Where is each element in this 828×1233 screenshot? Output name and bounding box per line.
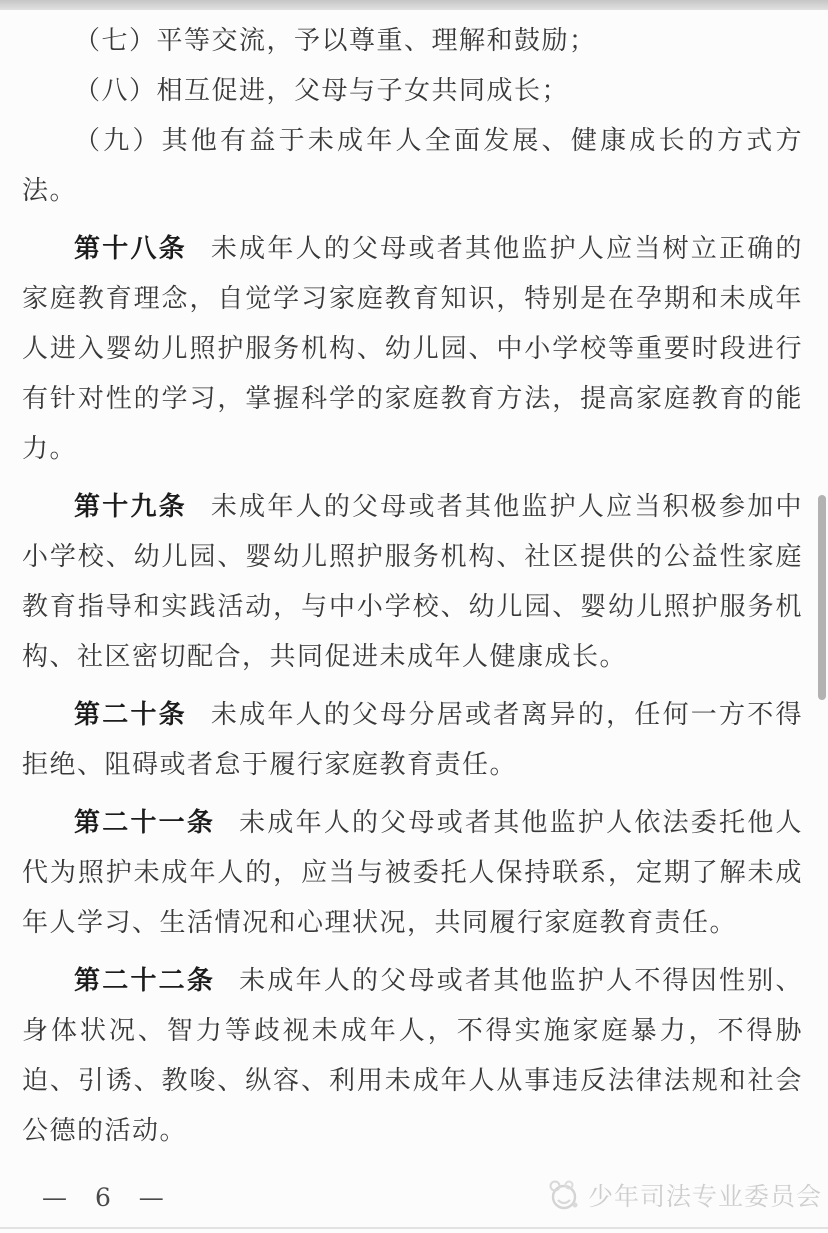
page-bottom-edge [0,1227,828,1229]
watermark [545,1177,822,1213]
article-text: 未成年人的父母分居或者离异的，任何一方不得拒绝、阻碍或者怠于履行家庭教育责任。 [22,700,803,780]
paragraph-article-19 [22,481,803,682]
article-number: 第十九条 [74,491,187,521]
paragraph-article-21 [22,797,803,948]
list-item-text: （九）其他有益于未成年人全面发展、健康成长的方式方法。 [22,126,803,206]
document-body [22,10,803,1156]
article-text: 未成年人的父母或者其他监护人依法委托他人代为照护未成年人的，应当与被委托人保持联系，定期了解未成年人学习、生活情况和心理状况，共同履行家庭教育责任。 [22,808,803,938]
article-number: 第十八条 [74,233,187,263]
scrollbar-thumb[interactable] [818,495,826,700]
paragraph-article-18 [22,223,803,474]
list-item-9 [22,116,803,216]
list-item-text: （八）相互促进，父母与子女共同成长； [74,76,570,106]
article-text: 未成年人的父母或者其他监护人应当积极参加中小学校、幼儿园、婴幼儿照护服务机构、社区提供的公益性家庭教育指导和实践活动，与中小学校、幼儿园、婴幼儿照护服务机构、社区密切配合，共同促进未成年人健康成长。 [22,492,803,672]
list-item-7 [22,16,803,66]
list-item-text: （七）平等交流，予以尊重、理解和鼓励； [74,26,597,56]
emblem-logo-icon [545,1178,581,1212]
paragraph-article-20 [22,689,803,790]
list-item-8 [22,66,803,116]
watermark-text: 少年司法专业委员会 [587,1183,822,1211]
paragraph-article-22 [22,955,803,1156]
article-number: 第二十条 [74,699,187,729]
article-text: 未成年人的父母或者其他监护人不得因性别、身体状况、智力等歧视未成年人，不得实施家庭暴力，不得胁迫、引诱、教唆、纵容、利用未成年人从事违反法律法规和社会公德的活动。 [22,966,803,1146]
article-text: 未成年人的父母或者其他监护人应当树立正确的家庭教育理念，自觉学习家庭教育知识，特别是在孕期和未成年人进入婴幼儿照护服务机构、幼儿园、中小学校等重要时段进行有针对性的学习，掌握科学的家庭教育方法，提高家庭教育的能力。 [22,234,803,464]
page-top-edge [0,0,828,10]
article-number: 第二十一条 [74,807,216,837]
article-number: 第二十二条 [74,965,216,995]
page-number: — 6 — [42,1183,166,1212]
